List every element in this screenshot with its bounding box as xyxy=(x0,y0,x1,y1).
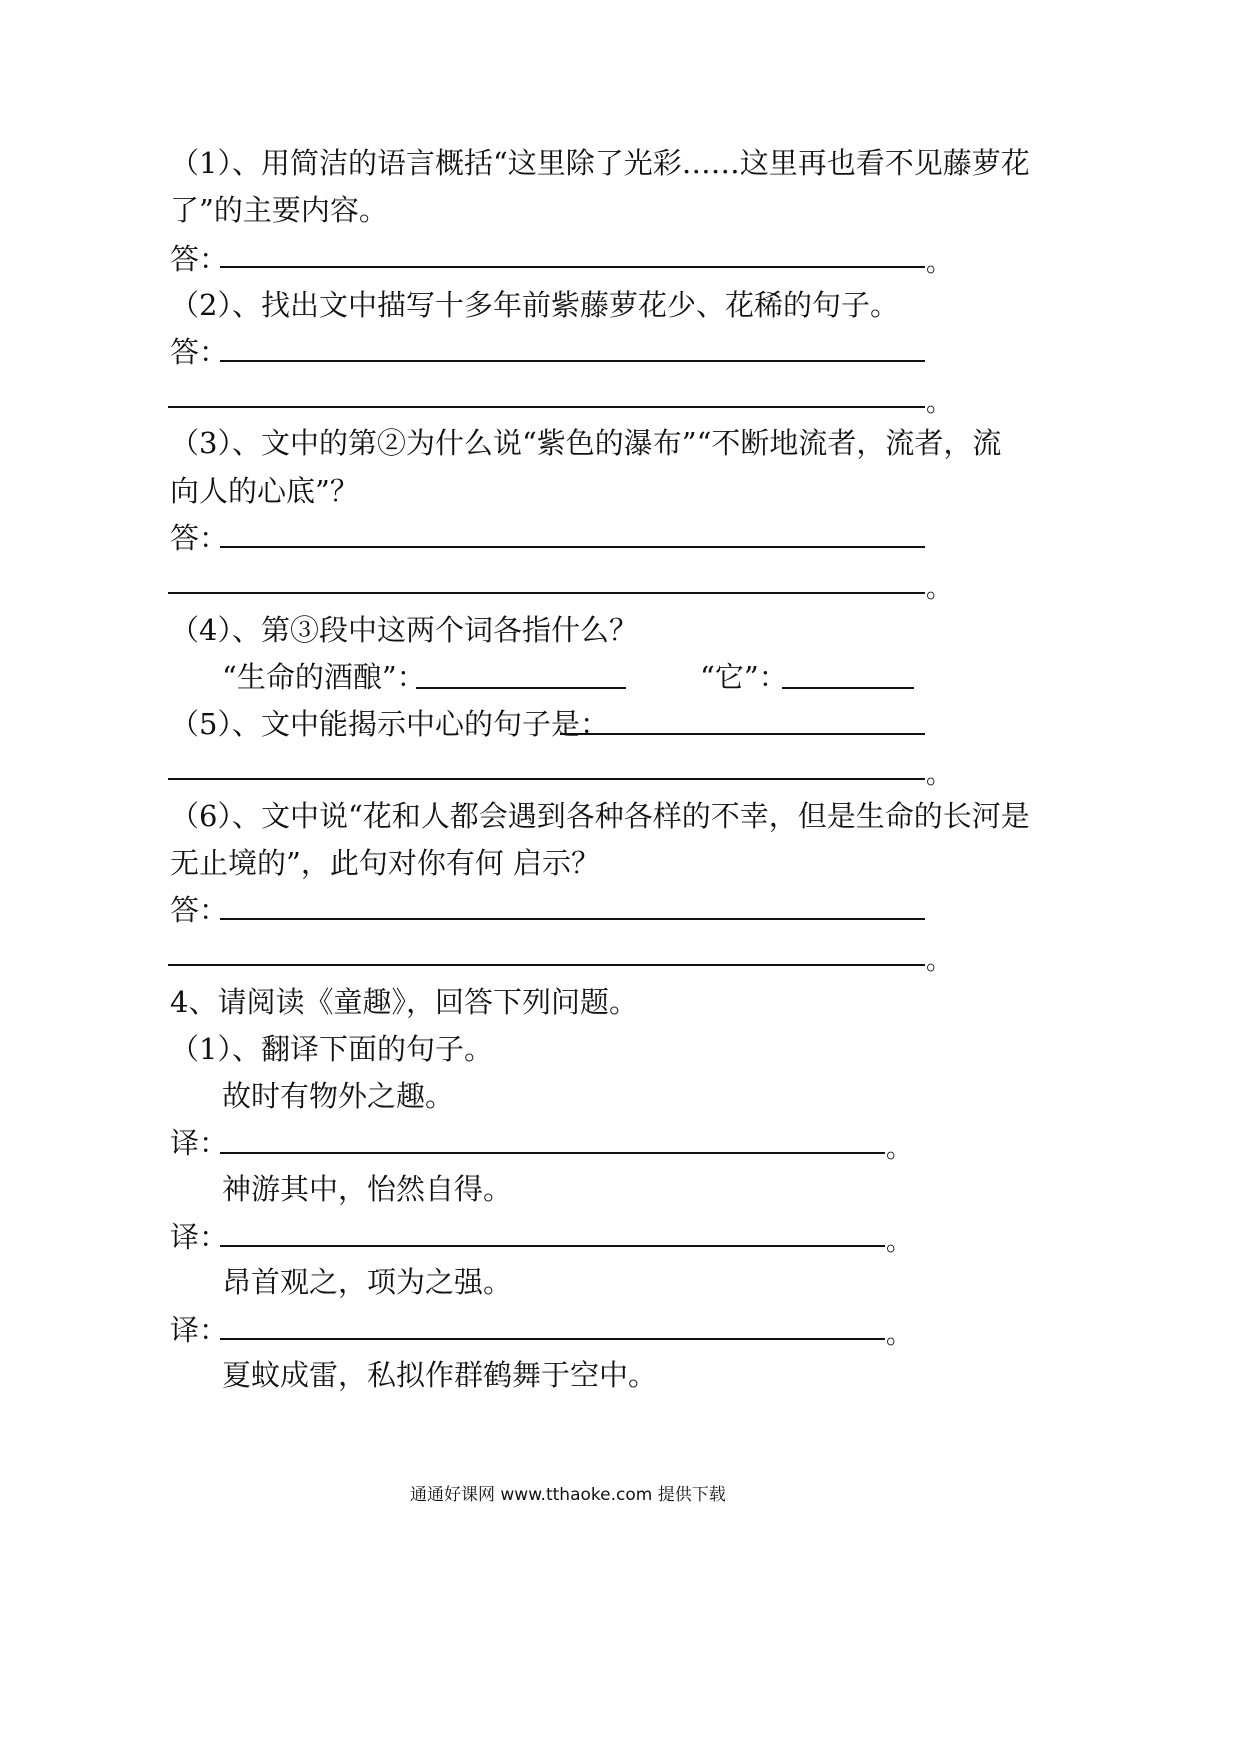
q2-prompt-line1: （2）、找出文中描写十多年前紫藤萝花少、花稀的句子。 xyxy=(170,288,899,322)
translate-answer-line-1[interactable] xyxy=(220,1152,885,1154)
translate-end-mark-3: 。 xyxy=(886,1320,913,1350)
translate-end-mark-1: 。 xyxy=(886,1134,913,1164)
section4-sub1-prompt: （1）、翻译下面的句子。 xyxy=(170,1032,493,1066)
q2-end-mark: 。 xyxy=(926,388,953,418)
q1-prompt-line2: 了”的主要内容。 xyxy=(170,193,388,227)
sentence-4: 夏蚊成雷，私拟作群鹤舞于空中。 xyxy=(222,1358,658,1392)
q5-answer-line-2[interactable] xyxy=(168,778,925,780)
translate-answer-line-2[interactable] xyxy=(220,1245,885,1247)
q6-end-mark: 。 xyxy=(926,946,953,976)
q2-answer-line-2[interactable] xyxy=(168,406,925,408)
q5-end-mark: 。 xyxy=(926,760,953,790)
q4-term2-label: “它”： xyxy=(700,660,788,694)
q6-answer-line-1[interactable] xyxy=(220,918,925,920)
section4-heading: 4、请阅读《童趣》，回答下列问题。 xyxy=(170,985,638,1019)
q3-answer-line-2[interactable] xyxy=(168,592,925,594)
translate-answer-line-3[interactable] xyxy=(220,1338,885,1340)
q3-answer-label: 答： xyxy=(170,521,229,555)
q1-answer-label: 答： xyxy=(170,242,229,276)
q4-term1-label: “生命的酒酿”： xyxy=(222,660,426,694)
q4-prompt-line1: （4）、第③段中这两个词各指什么？ xyxy=(170,613,638,647)
q1-answer-line[interactable] xyxy=(220,266,925,268)
q4-term1-answer-line[interactable] xyxy=(416,687,626,689)
q5-prompt-line1: （5）、文中能揭示中心的句子是： xyxy=(170,707,609,741)
sentence-1: 故时有物外之趣。 xyxy=(222,1079,455,1113)
q3-prompt-line2: 向人的心底”？ xyxy=(170,474,359,508)
sentence-3: 昂首观之，项为之强。 xyxy=(222,1265,513,1299)
translate-label-1: 译： xyxy=(170,1126,229,1160)
q6-answer-line-2[interactable] xyxy=(168,964,925,966)
q3-end-mark: 。 xyxy=(926,574,953,604)
translate-end-mark-2: 。 xyxy=(886,1227,913,1257)
q1-end-mark: 。 xyxy=(926,248,953,278)
q5-answer-line-1[interactable] xyxy=(560,733,925,735)
translate-label-2: 译： xyxy=(170,1220,229,1254)
sentence-2: 神游其中，怡然自得。 xyxy=(222,1172,513,1206)
q3-prompt-line1: （3）、文中的第②为什么说“紫色的瀑布”“不断地流者，流者，流 xyxy=(170,426,1002,460)
q6-answer-label: 答： xyxy=(170,893,229,927)
q3-answer-line-1[interactable] xyxy=(220,546,925,548)
q6-prompt-line1: （6）、文中说“花和人都会遇到各种各样的不幸，但是生命的长河是 xyxy=(170,799,1030,833)
q1-prompt-line1: （1）、用简洁的语言概括“这里除了光彩……这里再也看不见藤萝花 xyxy=(170,146,1030,180)
q2-answer-line-1[interactable] xyxy=(220,360,925,362)
q4-term2-answer-line[interactable] xyxy=(782,687,914,689)
q2-answer-label: 答： xyxy=(170,335,229,369)
page-footer: 通通好课网 www.tthaoke.com 提供下载 xyxy=(410,1485,726,1505)
translate-label-3: 译： xyxy=(170,1313,229,1347)
q6-prompt-line2: 无止境的”，此句对你有何 启示？ xyxy=(170,846,601,880)
